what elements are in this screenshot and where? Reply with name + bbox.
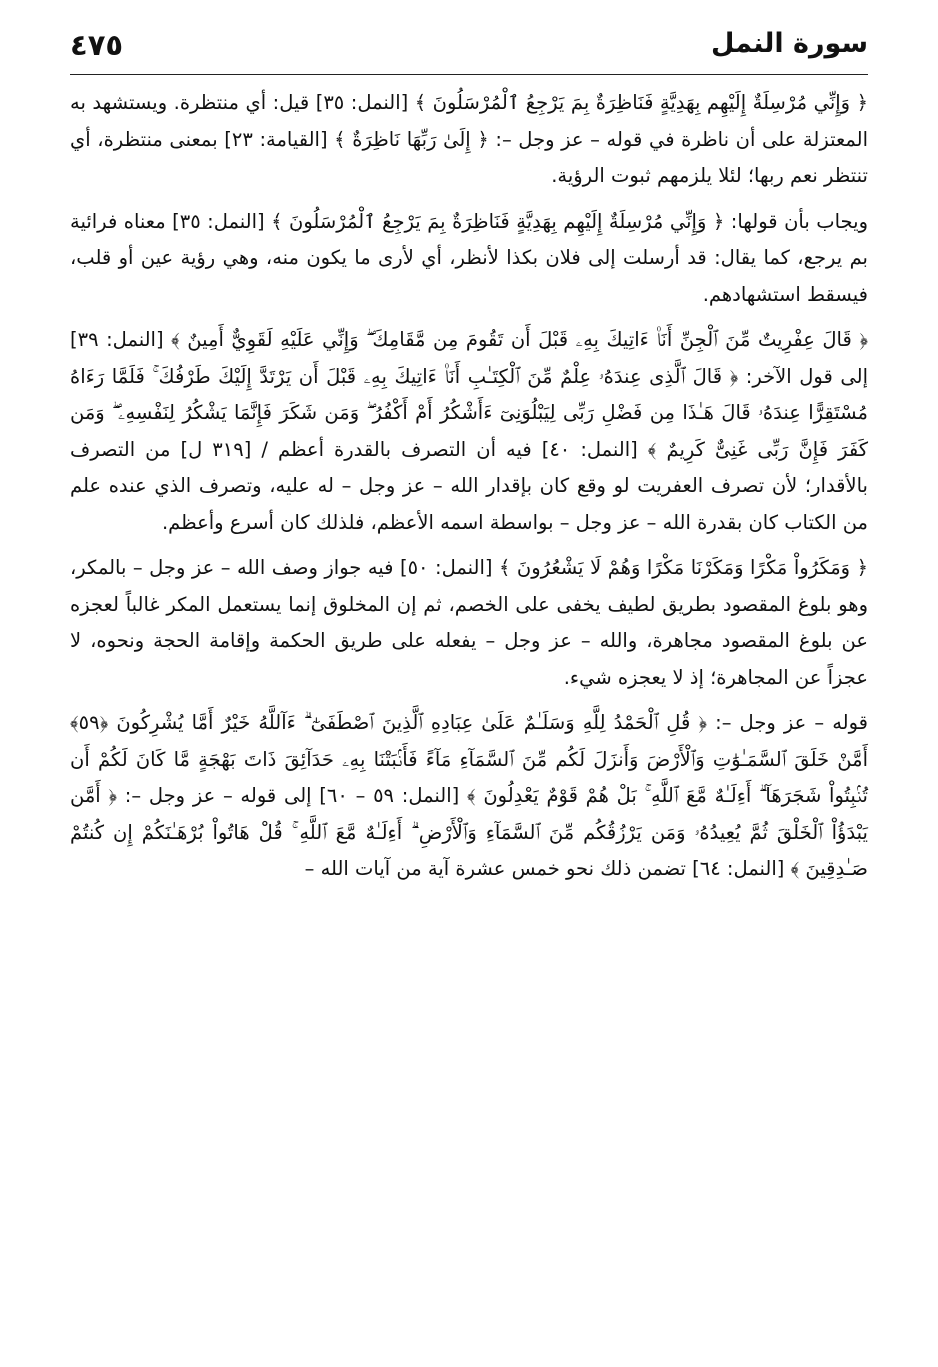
page-number: ٤٧٥ xyxy=(70,28,124,62)
page-header xyxy=(70,22,868,70)
page-body xyxy=(70,75,868,888)
surah-title: سورة النمل xyxy=(711,28,868,59)
paragraph-2: ويجاب بأن قولها: ﴿ وَإِنِّي مُرْسِلَةٌ إِلَيْهِم بِهَدِيَّةٍ فَنَاظِرَةٌ بِمَ يَرْجِعُ ٱلْمُرْسَلُونَ ﴾ [النمل: ٣٥] معناه فرائية بم يرجع، كما يقال: قد أرسلت إلى فلان بكذا لأنظر، أي لأرى ما يكون منه، وهي رؤية عين أو قلب، فيسقط استشهادهم. xyxy=(70,209,868,306)
paragraph-3: ﴿ قَالَ عِفْرِيتٌ مِّنَ ٱلْجِنِّ أَنَا۠ ءَاتِيكَ بِهِۦ قَبْلَ أَن تَقُومَ مِن مَّقَامِكَ ۖ وَإِنِّي عَلَيْهِ لَقَوِيٌّ أَمِينٌ ﴾ [النمل: ٣٩] إلى قول الآخر: ﴿ قَالَ ٱلَّذِى عِندَهُۥ عِلْمٌ مِّنَ ٱلْكِتَـٰبِ أَنَا۠ ءَاتِيكَ بِهِۦ قَبْلَ أَن يَرْتَدَّ إِلَيْكَ طَرْفُكَ ۚ فَلَمَّا رَءَاهُ مُسْتَقِرًّا عِندَهُۥ قَالَ هَـٰذَا مِن فَضْلِ رَبِّى لِيَبْلُوَنِىٓ ءَأَشْكُرُ أَمْ أَكْفُرُ ۖ وَمَن شَكَرَ فَإِنَّمَا يَشْكُرُ لِنَفْسِهِۦ ۖ وَمَن كَفَرَ فَإِنَّ رَبِّى غَنِىٌّ كَرِيمٌ ﴾ [النمل: ٤٠] فيه أن التصرف بالقدرة أعظم / [٣١٩ ل] من التصرف بالأقدار؛ لأن تصرف العفريت لو وقع كان بإقدار الله – عز وجل – له عليه، وتصرف الذي عنده علم من الكتاب كان بقدرة الله – عز وجل – بواسطة اسمه الأعظم، فلذلك كان أسرع وأعظم. xyxy=(70,328,868,534)
paragraph-5: قوله – عز وجل –: ﴿ قُلِ ٱلْحَمْدُ لِلَّهِ وَسَلَـٰمٌ عَلَىٰ عِبَادِهِ ٱلَّذِينَ ٱصْطَفَىٰٓ ۗ ءَآللَّهُ خَيْرٌ أَمَّا يُشْرِكُونَ ﴿٥٩﴾ أَمَّنْ خَلَقَ ٱلسَّمَـٰوَٰتِ وَٱلْأَرْضَ وَأَنزَلَ لَكُم مِّنَ ٱلسَّمَآءِ مَآءً فَأَنۢبَتْنَا بِهِۦ حَدَآئِقَ ذَاتَ بَهْجَةٍ مَّا كَانَ لَكُمْ أَن تُنۢبِتُواْ شَجَرَهَآ ۗ أَءِلَـٰهٌ مَّعَ ٱللَّهِ ۚ بَلْ هُمْ قَوْمٌ يَعْدِلُونَ ﴾ [النمل: ٥٩ – ٦٠] إلى قوله – عز وجل –: ﴿ أَمَّن يَبْدَؤُاْ ٱلْخَلْقَ ثُمَّ يُعِيدُهُۥ وَمَن يَرْزُقُكُم مِّنَ ٱلسَّمَآءِ وَٱلْأَرْضِ ۗ أَءِلَـٰهٌ مَّعَ ٱللَّهِ ۚ قُلْ هَاتُواْ بُرْهَـٰنَكُمْ إِن كُنتُمْ صَـٰدِقِينَ ﴾ [النمل: ٦٤] تضمن ذلك نحو خمس عشرة آية من آيات الله – xyxy=(70,711,868,880)
document-page xyxy=(70,22,868,1342)
paragraph-4: ﴿ وَمَكَرُواْ مَكْرًا وَمَكَرْنَا مَكْرًا وَهُمْ لَا يَشْعُرُونَ ﴾ [النمل: ٥٠] فيه جواز وصف الله – عز وجل – بالمكر، وهو بلوغ المقصود بطريق لطيف يخفى على الخصم، ثم إن المخلوق إنما يستعمل المكر غالباً لعجزه عن بلوغ المقصود مجاهرة، والله – عز وجل – يفعله على طريق الحكمة وإقامة الحجة ونحوه، لا عجزاً عن المجاهرة؛ إذ لا يعجزه شيء. xyxy=(70,556,868,689)
paragraph-1: ﴿ وَإِنِّي مُرْسِلَةٌ إِلَيْهِم بِهَدِيَّةٍ فَنَاظِرَةٌ بِمَ يَرْجِعُ ٱلْمُرْسَلُونَ ﴾ [النمل: ٣٥] قيل: أي منتظرة. ويستشهد به المعتزلة على أن ناظرة في قوله – عز وجل –: ﴿ إِلَىٰ رَبِّهَا نَاظِرَةٌ ﴾ [القيامة: ٢٣] بمعنى منتظرة، أي تنتظر نعم ربها؛ لئلا يلزمهم ثبوت الرؤية. xyxy=(70,91,869,187)
